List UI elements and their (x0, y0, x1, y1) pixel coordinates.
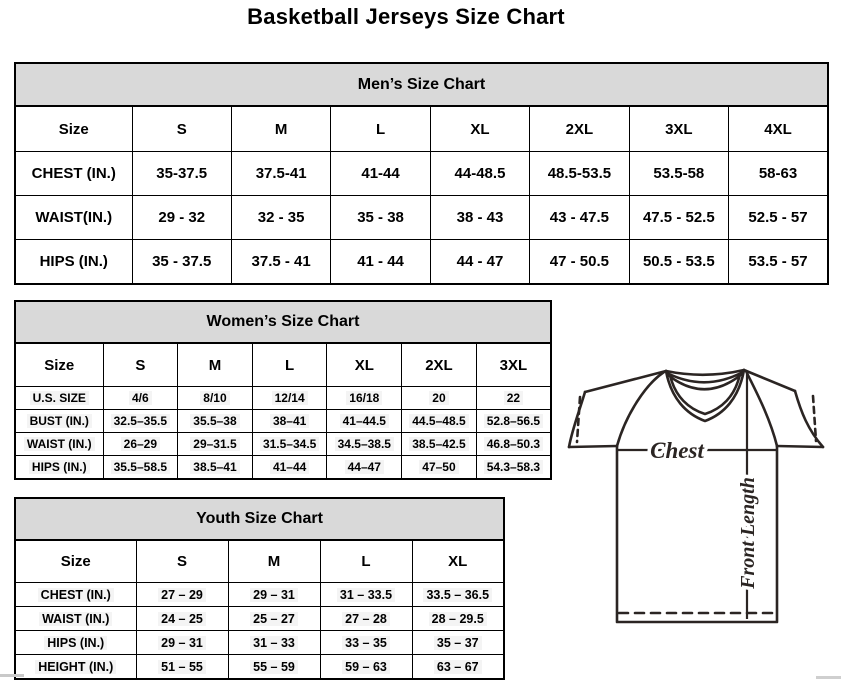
cell (252, 410, 327, 433)
cell: 37.5 - 41 (231, 240, 330, 285)
scrollbar-fragment-left[interactable] (0, 674, 24, 677)
cell (320, 607, 412, 631)
col-header: S (136, 540, 228, 583)
cell: 53.5 - 57 (729, 240, 828, 285)
cell-value: 55 – 59 (250, 660, 298, 674)
cell (320, 631, 412, 655)
cell: 44 - 47 (430, 240, 529, 285)
cell (136, 631, 228, 655)
cell-value: 32.5–35.5 (111, 414, 170, 428)
cell (178, 410, 253, 433)
row-label-text: HEIGHT (IN.) (35, 660, 116, 674)
cell-value: 46.8–50.3 (484, 437, 543, 451)
cell-value: 54.3–58.3 (484, 460, 543, 474)
cell-value: 34.5–38.5 (335, 437, 394, 451)
cell-value: 24 – 25 (158, 612, 206, 626)
cell: 44-48.5 (430, 152, 529, 196)
cell-value: 44–47 (345, 460, 384, 474)
cell-value: 33.5 – 36.5 (423, 588, 492, 602)
cell (412, 607, 504, 631)
cell: 50.5 - 53.5 (629, 240, 728, 285)
jersey-collar-top (666, 370, 744, 375)
cell (412, 583, 504, 607)
cell-value: 52.8–56.5 (484, 414, 543, 428)
cell (476, 410, 551, 433)
row-label-text: HIPS (IN.) (29, 460, 90, 474)
womens-table-title: Women’s Size Chart (15, 301, 551, 343)
cell-value: 4/6 (129, 391, 152, 405)
cell (320, 583, 412, 607)
col-header: M (231, 106, 330, 152)
row-label (15, 607, 136, 631)
cell-value: 41–44.5 (340, 414, 389, 428)
cell (103, 433, 178, 456)
cell-value: 31 – 33.5 (337, 588, 395, 602)
cell (412, 655, 504, 680)
cell-value: 38.5–41 (190, 460, 239, 474)
cell (136, 583, 228, 607)
col-header: XL (430, 106, 529, 152)
cell (228, 655, 320, 680)
col-header: 3XL (629, 106, 728, 152)
cell (252, 387, 327, 410)
cell (228, 631, 320, 655)
row-label (15, 456, 103, 480)
cell-value: 35.5–38 (190, 414, 239, 428)
jersey-cuff-right (777, 446, 823, 447)
row-label (15, 655, 136, 680)
cell (327, 387, 402, 410)
cell (327, 410, 402, 433)
row-label (15, 631, 136, 655)
col-header: M (228, 540, 320, 583)
col-header: 4XL (729, 106, 828, 152)
col-header: 3XL (476, 343, 551, 387)
jersey-cuff-left-stitch (577, 397, 580, 442)
row-label-text: BUST (IN.) (27, 414, 92, 428)
jersey-sleeve-right-outer (795, 391, 823, 447)
jersey-cuff-left (569, 446, 617, 447)
col-header: 2XL (530, 106, 629, 152)
cell-value: 47–50 (419, 460, 458, 474)
cell (178, 456, 253, 480)
cell: 35 - 38 (331, 196, 430, 240)
cell-value: 41–44 (270, 460, 309, 474)
cell: 41 - 44 (331, 240, 430, 285)
cell (402, 410, 477, 433)
cell (178, 433, 253, 456)
womens-size-header: Size (15, 343, 103, 387)
cell: 52.5 - 57 (729, 196, 828, 240)
front-length-label: Front Length (737, 477, 759, 589)
cell-value: 31.5–34.5 (260, 437, 319, 451)
cell: 47.5 - 52.5 (629, 196, 728, 240)
cell-value: 51 – 55 (158, 660, 206, 674)
col-header: S (132, 106, 231, 152)
col-header: S (103, 343, 178, 387)
cell (476, 433, 551, 456)
youth-size-table (14, 497, 505, 680)
cell-value: 35 – 37 (434, 636, 482, 650)
cell (402, 387, 477, 410)
cell (103, 410, 178, 433)
cell (103, 387, 178, 410)
row-label-text: WAIST (IN.) (39, 612, 112, 626)
row-label-text: HIPS (IN.) (44, 636, 107, 650)
row-label: HIPS (IN.) (15, 240, 132, 285)
jersey-sleeve-left-outer (569, 392, 585, 447)
cell-value: 25 – 27 (250, 612, 298, 626)
cell: 29 - 32 (132, 196, 231, 240)
cell-value: 27 – 29 (158, 588, 206, 602)
cell: 35-37.5 (132, 152, 231, 196)
cell (320, 655, 412, 680)
cell (103, 456, 178, 480)
cell-value: 27 – 28 (342, 612, 390, 626)
cell (327, 433, 402, 456)
cell-value: 38.5–42.5 (409, 437, 468, 451)
cell: 43 - 47.5 (530, 196, 629, 240)
cell (136, 655, 228, 680)
youth-table-title: Youth Size Chart (15, 498, 504, 540)
cell-value: 63 – 67 (434, 660, 482, 674)
cell-value: 8/10 (200, 391, 229, 405)
jersey-vneck-inner (670, 374, 740, 414)
cell-value: 31 – 33 (250, 636, 298, 650)
cell-value: 29–31.5 (190, 437, 239, 451)
col-header: L (320, 540, 412, 583)
cell (228, 607, 320, 631)
cell-value: 33 – 35 (342, 636, 390, 650)
row-label-text: WAIST (IN.) (24, 437, 95, 451)
cell (402, 433, 477, 456)
cell-value: 26–29 (121, 437, 160, 451)
cell: 37.5-41 (231, 152, 330, 196)
youth-size-header: Size (15, 540, 136, 583)
cell-value: 35.5–58.5 (111, 460, 170, 474)
col-header: L (331, 106, 430, 152)
mens-table-title: Men’s Size Chart (15, 63, 828, 106)
cell-value: 29 – 31 (250, 588, 298, 602)
cell (178, 387, 253, 410)
chest-label: Chest (650, 438, 704, 463)
cell: 32 - 35 (231, 196, 330, 240)
cell (252, 456, 327, 480)
cell (327, 456, 402, 480)
cell (252, 433, 327, 456)
mens-size-table (14, 62, 829, 285)
col-header: XL (412, 540, 504, 583)
cell-value: 12/14 (272, 391, 308, 405)
cell: 53.5-58 (629, 152, 728, 196)
cell: 58-63 (729, 152, 828, 196)
womens-size-table (14, 300, 552, 480)
cell (412, 631, 504, 655)
cell-value: 29 – 31 (158, 636, 206, 650)
row-label-text: U.S. SIZE (30, 391, 89, 405)
cell-value: 44.5–48.5 (409, 414, 468, 428)
cell: 41-44 (331, 152, 430, 196)
cell: 38 - 43 (430, 196, 529, 240)
jersey-diagram (556, 356, 840, 628)
col-header: M (178, 343, 253, 387)
row-label: WAIST(IN.) (15, 196, 132, 240)
cell (402, 456, 477, 480)
mens-size-header: Size (15, 106, 132, 152)
row-label-text: CHEST (IN.) (38, 588, 114, 602)
cell-value: 38–41 (270, 414, 309, 428)
row-label (15, 410, 103, 433)
col-header: 2XL (402, 343, 477, 387)
cell (136, 607, 228, 631)
cell-value: 16/18 (346, 391, 382, 405)
cell-value: 28 – 29.5 (429, 612, 487, 626)
cell: 35 - 37.5 (132, 240, 231, 285)
col-header: XL (327, 343, 402, 387)
cell: 48.5-53.5 (530, 152, 629, 196)
row-label (15, 387, 103, 410)
row-label (15, 583, 136, 607)
row-label: CHEST (IN.) (15, 152, 132, 196)
cell (476, 456, 551, 480)
col-header: L (252, 343, 327, 387)
cell-value: 22 (504, 391, 523, 405)
cell-value: 20 (429, 391, 448, 405)
cell-value: 59 – 63 (342, 660, 390, 674)
row-label (15, 433, 103, 456)
cell (476, 387, 551, 410)
page-title: Basketball Jerseys Size Chart (247, 4, 565, 29)
cell (228, 583, 320, 607)
cell: 47 - 50.5 (530, 240, 629, 285)
